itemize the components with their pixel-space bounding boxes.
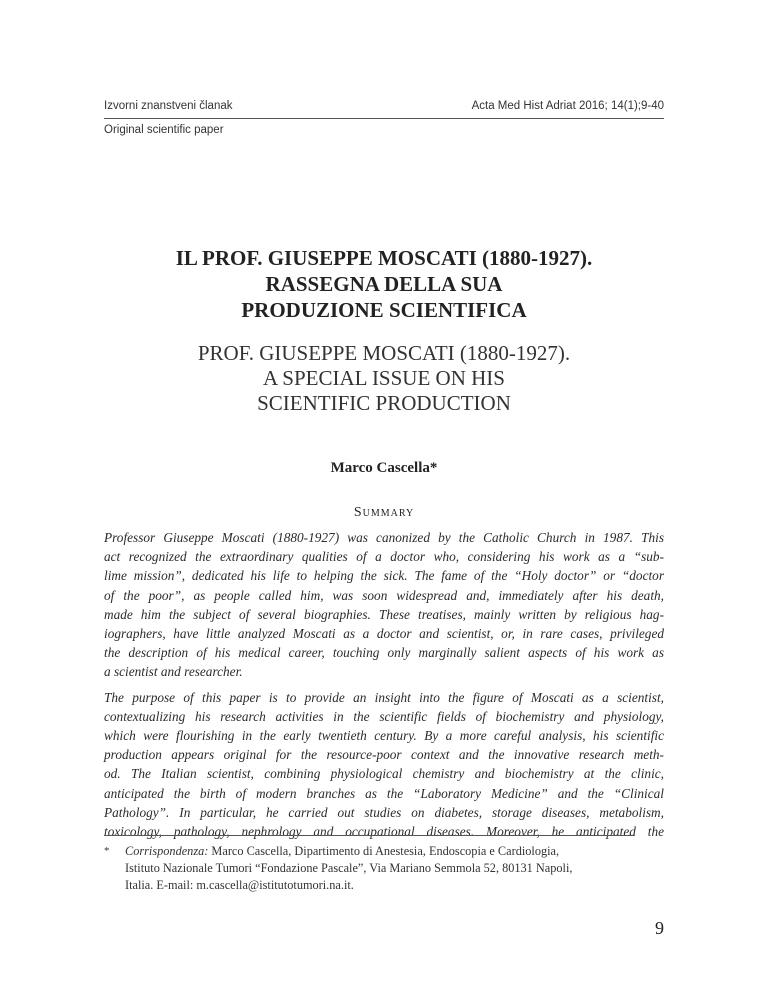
title-english-line: A SPECIAL ISSUE ON HIS — [263, 366, 505, 390]
abstract-line: iographers, have little analyzed Moscati as a doctor and scientist, or, in rare cases, privileged — [104, 626, 664, 642]
abstract-line: of the poor”, as people called him, was soon widespread and, immediately after his death, — [104, 587, 664, 603]
author-name: Marco Cascella* — [330, 460, 438, 476]
footnote-marker: * — [104, 845, 110, 857]
abstract — [104, 528, 664, 847]
article-type-english: Original scientific paper — [104, 124, 224, 136]
abstract-line: production appears original for the resource-poor context and the innovative research meth- — [104, 747, 664, 763]
title-english-line: SCIENTIFIC PRODUCTION — [257, 391, 511, 415]
abstract-line: Professor Giuseppe Moscati (1880-1927) was canonized by the Catholic Church in 1987. This — [104, 530, 664, 545]
footnote-divider — [104, 835, 634, 836]
title-italian — [104, 245, 664, 323]
journal-citation: Acta Med Hist Adriat 2016; 14(1);9-40 — [471, 100, 664, 112]
title-english — [104, 341, 664, 416]
header-divider — [104, 118, 664, 119]
footnote-address: Marco Cascella, Dipartimento di Anestesia, Endoscopia e Cardiologia, — [208, 844, 560, 858]
abstract-line: contextualizing his research activities in the scientific fields of biochemistry and physiology, — [104, 708, 664, 724]
abstract-line: which were flourishing in the early twentieth century. By a more careful analysis, his scientific — [104, 728, 664, 744]
article-type-label: Izvorni znanstveni članak — [104, 100, 233, 112]
abstract-line: anticipated the birth of modern branches as the “Laboratory Medicine” and the “Clinical — [104, 785, 664, 801]
correspondence-footnote — [104, 843, 664, 894]
abstract-line: a scientist and researcher. — [104, 664, 243, 680]
abstract-line: toxicology, pathology, nephrology and occupational diseases. Moreover, he anticipated the — [104, 824, 664, 840]
page-number: 9 — [655, 918, 664, 938]
footnote-line: Istituto Nazionale Tumori “Fondazione Pascale”, Via Mariano Semmola 52, 80131 Napoli, — [125, 861, 573, 875]
summary-heading: Summary — [353, 505, 415, 520]
abstract-line: Pathology”. In particular, he carried out studies on diabetes, storage diseases, metabolism, — [104, 804, 664, 820]
title-italian-line: RASSEGNA DELLA SUA — [265, 272, 503, 296]
footnote-label: Corrispondenza: — [125, 844, 209, 858]
title-english-line: PROF. GIUSEPPE MOSCATI (1880-1927). — [197, 341, 571, 365]
abstract-line: act recognized the extraordinary qualities of a doctor who, considering his work as a “sub- — [104, 549, 664, 565]
running-header — [104, 100, 664, 112]
abstract-paragraph-1 — [104, 528, 664, 682]
abstract-line: od. The Italian scientist, combining physiological chemistry and biochemistry at the clinic, — [104, 766, 664, 782]
title-italian-line: PRODUZIONE SCIENTIFICA — [241, 298, 527, 322]
footnote-line — [125, 843, 664, 860]
abstract-line: the description of his medical career, touching only marginally salient aspects of his work as — [104, 645, 664, 661]
title-italian-line: IL PROF. GIUSEPPE MOSCATI (1880-1927). — [175, 246, 593, 270]
abstract-paragraph-2 — [104, 688, 664, 842]
abstract-line: lime mission”, dedicated his life to helping the sick. The fame of the “Holy doctor” or “doctor — [104, 568, 664, 584]
abstract-line: The purpose of this paper is to provide an insight into the figure of Moscati as a scientist, — [104, 689, 664, 705]
footnote-email-line: Italia. E-mail: m.cascella@istitutotumori.na.it. — [125, 878, 354, 892]
abstract-line: made him the subject of several biographies. These treatises, mainly written by religious hag- — [104, 606, 664, 622]
